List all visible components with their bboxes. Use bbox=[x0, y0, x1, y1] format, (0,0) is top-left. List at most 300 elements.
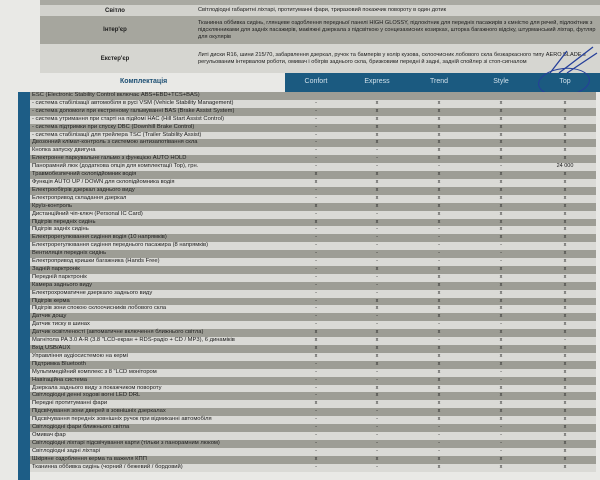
feature-label: Електрорегулювання сидіння переднього пасажира (8 напрямків) bbox=[32, 242, 209, 249]
feature-label: Задній парктронік bbox=[32, 265, 80, 272]
cell-confort: - bbox=[315, 155, 317, 162]
cell-confort: - bbox=[315, 226, 317, 233]
cell-top: 24 000 bbox=[556, 163, 574, 170]
feature-label: Передні протитуманні фари bbox=[32, 400, 108, 407]
cell-confort: - bbox=[315, 463, 317, 470]
cell-trend: x bbox=[437, 376, 441, 383]
table-row bbox=[30, 305, 596, 313]
cell-top: x bbox=[563, 408, 567, 415]
table-row bbox=[30, 424, 596, 432]
cell-style: - bbox=[500, 163, 502, 170]
cell-top: x bbox=[563, 392, 567, 399]
feature-label: Функція AUTO UP / DOWN для склопідйомника водія bbox=[32, 178, 175, 185]
feature-label: Підігрів зони спокою склоочисників лобового скла bbox=[32, 305, 167, 312]
feature-label: Круїз-контроль bbox=[32, 202, 73, 209]
feature-label: Електрохроматичне дзеркало заднього виду bbox=[32, 289, 153, 296]
cell-express: x bbox=[375, 305, 379, 312]
cell-confort: - bbox=[315, 147, 317, 154]
cell-confort: - bbox=[315, 107, 317, 114]
column-trend: Trend bbox=[429, 78, 449, 85]
feature-label: Підтримка Bluetooth bbox=[32, 360, 86, 367]
table-row bbox=[30, 139, 596, 147]
cell-confort: x bbox=[314, 202, 318, 209]
cell-top: x bbox=[563, 155, 567, 162]
pen-check-mark bbox=[545, 45, 600, 75]
cell-express: x bbox=[375, 400, 379, 407]
feature-label: Магнітола PA 3.0 A-R (3.8 "LCD-екран + RDS-радіо + CD / MP3), 6 динаміків bbox=[32, 337, 235, 344]
cell-confort: - bbox=[315, 439, 317, 446]
feature-label: Світлодіодні задні ліхтарі bbox=[32, 447, 101, 454]
cell-confort: - bbox=[315, 431, 317, 438]
cell-top: x bbox=[563, 139, 567, 146]
table-row bbox=[30, 124, 596, 132]
cell-top: x bbox=[563, 147, 567, 154]
cell-style: - bbox=[500, 424, 502, 431]
cell-style: - bbox=[500, 439, 502, 446]
trim-header-label: Комплектація bbox=[120, 78, 168, 85]
cell-top: x bbox=[563, 218, 567, 225]
cell-top: x bbox=[563, 281, 567, 288]
table-row bbox=[30, 163, 596, 171]
cell-top: x bbox=[563, 273, 567, 280]
table-row bbox=[30, 100, 596, 108]
table-row bbox=[30, 211, 596, 219]
cell-express: x bbox=[375, 202, 379, 209]
cell-trend: x bbox=[437, 345, 441, 351]
feature-label: Дистанційний чіп-ключ (Personal IC Card) bbox=[32, 210, 143, 217]
feature-label: Омивач фар bbox=[32, 431, 66, 438]
feature-label: Панорамний люк (додаткова опція для комплектації Top), грн. bbox=[32, 163, 199, 170]
cell-trend: - bbox=[438, 226, 440, 233]
cell-express: - bbox=[376, 313, 378, 320]
cell-top: x bbox=[563, 329, 567, 336]
cell-style: x bbox=[499, 202, 503, 209]
spec-text: Литі диски R16, шини 215/70, забарвлення дзеркал, ручок та бамперів у колір кузова, склоочисник лобового скла безкаркасного типу AERO BLADE з регульованим інтервалом роботи, омивач і обігрів заднього скла, бризковики передні й задні, задній спойлер зі стоп-сигналом bbox=[198, 51, 586, 65]
table-row bbox=[30, 337, 596, 345]
cell-style: x bbox=[499, 115, 503, 122]
cell-trend: x bbox=[437, 131, 441, 138]
cell-express: x bbox=[375, 337, 379, 344]
table-row bbox=[30, 361, 596, 369]
cell-style: x bbox=[499, 408, 503, 415]
cell-style: x bbox=[499, 345, 503, 351]
cell-confort: - bbox=[315, 297, 317, 304]
table-row bbox=[30, 432, 596, 440]
cell-express: - bbox=[376, 439, 378, 446]
spec-row-light bbox=[40, 5, 600, 16]
table-row bbox=[30, 282, 596, 290]
cell-style: x bbox=[499, 194, 503, 201]
table-row bbox=[30, 219, 596, 227]
cell-confort: - bbox=[315, 115, 317, 122]
spec-text: Тканинна оббивка сидінь, глянцеве оздоблення передньої панелі HIGH GLOSSY, підлокітник для передніх пасажирів з ємністю для речей, підлокітник з підсклянниками для задніх пасажирів, макіяжні дзеркала з підсвіткою у сонцезахисних козирках, шторка багажного відсіку, штурманський ліхтар, футляр для окулярів bbox=[198, 19, 596, 40]
cell-top: x bbox=[563, 352, 567, 359]
feature-label: Передній парктронік bbox=[32, 273, 87, 280]
cell-confort: x bbox=[314, 218, 318, 225]
feature-label: Управління аудіосистемою на кермі bbox=[32, 352, 128, 359]
cell-confort: x bbox=[314, 352, 318, 359]
feature-label: Травмобезпечний склопідйомник водія bbox=[32, 171, 137, 178]
cell-top: x bbox=[563, 424, 567, 431]
cell-top: x bbox=[563, 416, 567, 423]
feature-label: Підсвічування зони дверей в зовнішніх дзеркалах bbox=[32, 408, 166, 415]
cell-express: - bbox=[376, 447, 378, 454]
table-row bbox=[30, 408, 596, 416]
cell-style: - bbox=[500, 250, 502, 257]
cell-express: - bbox=[376, 258, 378, 265]
cell-top: x bbox=[563, 400, 567, 407]
table-row bbox=[30, 108, 596, 116]
cell-trend: x bbox=[437, 455, 441, 462]
table-row bbox=[30, 329, 596, 337]
cell-confort: - bbox=[315, 392, 317, 399]
table-row bbox=[30, 369, 596, 377]
cell-trend: x bbox=[437, 273, 441, 280]
spec-row-interior bbox=[40, 16, 600, 44]
feature-label: Світлодіодні ліхтарі підсвічування карти (тільки з панорамним люком) bbox=[32, 439, 220, 446]
feature-label: - система стабілізації для трейлера TSC (Trailer Stability Assist) bbox=[32, 131, 202, 138]
cell-confort: - bbox=[315, 305, 317, 312]
cell-top: x bbox=[563, 202, 567, 209]
cell-express: - bbox=[376, 368, 378, 375]
cell-express: - bbox=[376, 281, 378, 288]
cell-confort: - bbox=[315, 273, 317, 280]
cell-confort: - bbox=[315, 424, 317, 431]
cell-confort: - bbox=[315, 376, 317, 383]
cell-style: x bbox=[499, 210, 503, 217]
cell-confort: - bbox=[315, 131, 317, 138]
cell-style: x bbox=[499, 297, 503, 304]
cell-express: x bbox=[375, 218, 379, 225]
cell-trend: - bbox=[438, 447, 440, 454]
cell-trend: x bbox=[437, 360, 441, 367]
table-row bbox=[30, 298, 596, 306]
cell-trend: - bbox=[438, 321, 440, 328]
cell-style: x bbox=[499, 131, 503, 138]
cell-style: x bbox=[499, 107, 503, 114]
table-row bbox=[30, 345, 596, 353]
cell-top: x bbox=[563, 171, 567, 178]
cell-style: x bbox=[499, 171, 503, 178]
feature-label: Вхід USB/AUX bbox=[32, 345, 71, 351]
cell-express: - bbox=[376, 416, 378, 423]
cell-top: x bbox=[563, 297, 567, 304]
cell-style: x bbox=[499, 226, 503, 233]
feature-label: Електрообігрів дзеркал заднього виду bbox=[32, 186, 135, 193]
cell-trend: x bbox=[437, 265, 441, 272]
cell-top: x bbox=[563, 242, 567, 249]
cell-confort: - bbox=[315, 123, 317, 130]
cell-top: x bbox=[563, 289, 567, 296]
cell-style: - bbox=[500, 321, 502, 328]
cell-confort: x bbox=[314, 171, 318, 178]
cell-express: - bbox=[376, 234, 378, 241]
cell-style: x bbox=[499, 123, 503, 130]
cell-trend: - bbox=[438, 337, 440, 344]
cell-express: - bbox=[376, 147, 378, 154]
feature-label: Дзеркала заднього виду з покажчиком повороту bbox=[32, 384, 162, 391]
table-row bbox=[30, 440, 596, 448]
table-row bbox=[30, 203, 596, 211]
column-top: Top bbox=[559, 78, 571, 85]
cell-style: x bbox=[499, 99, 503, 106]
cell-confort: - bbox=[315, 313, 317, 320]
cell-style: x bbox=[499, 186, 503, 193]
feature-label: Тканинна оббивка сидінь (чорний / бежевий / бордовий) bbox=[32, 463, 183, 470]
cell-style: - bbox=[500, 376, 502, 383]
cell-top: x bbox=[563, 463, 567, 470]
cell-trend: x bbox=[437, 368, 441, 375]
cell-trend: x bbox=[437, 99, 441, 106]
cell-style: x bbox=[499, 463, 503, 470]
cell-express: x bbox=[375, 360, 379, 367]
cell-top: x bbox=[563, 360, 567, 367]
cell-express: x bbox=[375, 139, 379, 146]
cell-top: x bbox=[563, 226, 567, 233]
cell-confort: - bbox=[315, 250, 317, 257]
cell-confort: - bbox=[315, 368, 317, 375]
cell-confort: - bbox=[315, 289, 317, 296]
cell-express: x bbox=[375, 99, 379, 106]
cell-style: x bbox=[499, 400, 503, 407]
cell-express: - bbox=[376, 289, 378, 296]
cell-style: x bbox=[499, 289, 503, 296]
feature-label: - система підтримки при спуску DBC (Downhill Brake Control) bbox=[32, 123, 195, 130]
cell-confort: - bbox=[315, 321, 317, 328]
cell-trend: x bbox=[437, 289, 441, 296]
cell-style: x bbox=[499, 384, 503, 391]
cell-trend: - bbox=[438, 163, 440, 170]
feature-label: - система допомоги при екстреному гальмуванні BAS (Brake Assist System) bbox=[32, 107, 235, 114]
cell-style: - bbox=[500, 258, 502, 265]
table-row bbox=[30, 226, 596, 234]
cell-top: x bbox=[563, 107, 567, 114]
cell-confort: - bbox=[315, 360, 317, 367]
cell-style: - bbox=[500, 368, 502, 375]
cell-top: x bbox=[563, 447, 567, 454]
feature-label: - система стабілізації автомобіля в русі VSM (Vehicle Stability Management) bbox=[32, 99, 234, 106]
cell-express: - bbox=[376, 210, 378, 217]
table-row bbox=[30, 234, 596, 242]
table-row bbox=[30, 321, 596, 329]
cell-confort: - bbox=[315, 242, 317, 249]
cell-style: x bbox=[499, 337, 503, 344]
feature-label: Датчик дощу bbox=[32, 313, 67, 320]
cell-express: x bbox=[375, 178, 379, 185]
feature-label: Шкіряне оздоблення керма та важеля КПП bbox=[32, 455, 147, 462]
cell-express: x bbox=[375, 115, 379, 122]
cell-top: x bbox=[563, 250, 567, 257]
cell-style: x bbox=[499, 155, 503, 162]
table-row bbox=[30, 171, 596, 179]
cell-express: x bbox=[375, 329, 379, 336]
cell-style: x bbox=[499, 305, 503, 312]
cell-express: - bbox=[376, 321, 378, 328]
cell-trend: - bbox=[438, 439, 440, 446]
feature-label: Камера заднього виду bbox=[32, 281, 92, 288]
table-row bbox=[30, 416, 596, 424]
spec-label: Екстер'єр bbox=[100, 55, 130, 62]
table-row bbox=[30, 456, 596, 464]
table-row bbox=[30, 392, 596, 400]
cell-trend: x bbox=[437, 329, 441, 336]
features-table bbox=[30, 92, 596, 472]
cell-top: x bbox=[563, 258, 567, 265]
cell-confort: - bbox=[315, 384, 317, 391]
cell-trend: x bbox=[437, 210, 441, 217]
cell-trend: - bbox=[438, 234, 440, 241]
cell-trend: x bbox=[437, 194, 441, 201]
feature-label: Підігрів передніх сидінь bbox=[32, 218, 96, 225]
cell-style: - bbox=[500, 447, 502, 454]
cell-trend: x bbox=[437, 178, 441, 185]
table-row bbox=[30, 290, 596, 298]
table-row bbox=[30, 147, 596, 155]
cell-top: x bbox=[563, 194, 567, 201]
cell-style: x bbox=[499, 352, 503, 359]
cell-top: x bbox=[563, 186, 567, 193]
cell-style: x bbox=[499, 392, 503, 399]
cell-style: x bbox=[499, 455, 503, 462]
spec-label: Світло bbox=[105, 7, 125, 14]
table-row bbox=[30, 353, 596, 361]
feature-label: - система утримання при старті на підйомі HAC (Hill Start Assist Control) bbox=[32, 115, 225, 122]
table-row bbox=[30, 250, 596, 258]
table-row bbox=[30, 464, 596, 472]
table-row bbox=[30, 116, 596, 124]
cell-trend: - bbox=[438, 258, 440, 265]
cell-trend: x bbox=[437, 313, 441, 320]
cell-top: x bbox=[563, 210, 567, 217]
table-row bbox=[30, 155, 596, 163]
cell-confort: - bbox=[315, 281, 317, 288]
cell-confort: - bbox=[315, 194, 317, 201]
cell-confort: - bbox=[315, 447, 317, 454]
table-row bbox=[30, 187, 596, 195]
cell-style: x bbox=[499, 313, 503, 320]
cell-style: x bbox=[499, 273, 503, 280]
cell-express: x bbox=[375, 392, 379, 399]
category-strip bbox=[18, 92, 30, 480]
cell-trend: x bbox=[437, 115, 441, 122]
cell-trend: x bbox=[437, 107, 441, 114]
feature-label: Вентиляція передніх сидінь bbox=[32, 250, 107, 257]
feature-label: Датчик тиску в шинах bbox=[32, 321, 90, 328]
cell-trend: x bbox=[437, 392, 441, 399]
feature-label: ESC (Electronic Stability Control включає ABS+EBD+TCS+BAS) bbox=[32, 92, 200, 98]
cell-express: - bbox=[376, 242, 378, 249]
feature-label: Двозонний клімат-контроль з системою антизапотівання скла bbox=[32, 139, 198, 146]
cell-trend: x bbox=[437, 202, 441, 209]
cell-top: x bbox=[563, 178, 567, 185]
cell-confort: x bbox=[314, 329, 318, 336]
cell-trend: x bbox=[437, 416, 441, 423]
cell-express: - bbox=[376, 376, 378, 383]
cell-top: x bbox=[563, 115, 567, 122]
cell-top: x bbox=[563, 376, 567, 383]
cell-trend: - bbox=[438, 431, 440, 438]
cell-top: x bbox=[563, 265, 567, 272]
cell-express: - bbox=[376, 424, 378, 431]
cell-trend: - bbox=[438, 250, 440, 257]
cell-confort: - bbox=[315, 265, 317, 272]
table-row bbox=[30, 258, 596, 266]
cell-trend: - bbox=[438, 242, 440, 249]
table-row bbox=[30, 385, 596, 393]
table-row bbox=[30, 377, 596, 385]
cell-trend: x bbox=[437, 408, 441, 415]
cell-trend: x bbox=[437, 463, 441, 470]
cell-confort: x bbox=[314, 455, 318, 462]
feature-label: Електропривод складання дзеркал bbox=[32, 194, 127, 201]
cell-confort: - bbox=[315, 258, 317, 265]
feature-label: Навігаційна система bbox=[32, 376, 87, 383]
cell-confort: - bbox=[315, 139, 317, 146]
cell-style: - bbox=[500, 242, 502, 249]
table-row bbox=[30, 195, 596, 203]
feature-label: Підігрів керма bbox=[32, 297, 70, 304]
cell-express: x bbox=[375, 123, 379, 130]
cell-trend: x bbox=[437, 352, 441, 359]
feature-label: Датчик освітленості (автоматичне включення ближнього світла) bbox=[32, 329, 204, 336]
cell-confort: x bbox=[314, 400, 318, 407]
cell-confort: x bbox=[314, 178, 318, 185]
cell-trend: x bbox=[437, 384, 441, 391]
cell-top: x bbox=[563, 439, 567, 446]
cell-top: x bbox=[563, 345, 567, 351]
cell-confort: - bbox=[315, 234, 317, 241]
cell-confort: x bbox=[314, 337, 318, 344]
cell-top: x bbox=[563, 305, 567, 312]
cell-top: x bbox=[563, 234, 567, 241]
cell-top: x bbox=[563, 455, 567, 462]
cell-express: x bbox=[375, 186, 379, 193]
cell-trend: x bbox=[437, 155, 441, 162]
cell-express: - bbox=[376, 155, 378, 162]
feature-label: Світлодіодні фари ближнього світла bbox=[32, 424, 130, 431]
feature-label: Мультимедійний комплекс з 8 "LCD монітором bbox=[32, 368, 157, 375]
table-row bbox=[30, 242, 596, 250]
cell-express: x bbox=[375, 352, 379, 359]
cell-express: x bbox=[375, 345, 379, 351]
cell-style: x bbox=[499, 234, 503, 241]
column-style: Style bbox=[493, 78, 509, 85]
cell-trend: x bbox=[437, 186, 441, 193]
cell-express: - bbox=[376, 226, 378, 233]
cell-top: x bbox=[563, 431, 567, 438]
cell-trend: x bbox=[437, 147, 441, 154]
table-row bbox=[30, 266, 596, 274]
cell-express: - bbox=[376, 163, 378, 170]
cell-confort: - bbox=[315, 99, 317, 106]
cell-top: x bbox=[563, 313, 567, 320]
table-row bbox=[30, 179, 596, 187]
feature-label: Кнопка запуску двигуна bbox=[32, 147, 96, 154]
cell-style: x bbox=[499, 329, 503, 336]
feature-label: Електронне паркувальне гальмо з функцією AUTO HOLD bbox=[32, 155, 187, 162]
cell-style: x bbox=[499, 178, 503, 185]
cell-style: - bbox=[500, 431, 502, 438]
cell-express: x bbox=[375, 384, 379, 391]
feature-label: Світлодіодні денні ходові вогні LED DRL bbox=[32, 392, 141, 399]
cell-confort: - bbox=[315, 416, 317, 423]
feature-label: Електрорегулювання сидіння водія (10 напрямків) bbox=[32, 234, 167, 241]
cell-confort: - bbox=[315, 163, 317, 170]
cell-express: x bbox=[375, 171, 379, 178]
cell-confort: - bbox=[315, 186, 317, 193]
spec-text: Світлодіодні габаритні ліхтарі, протитуманні фари, триразовий покажчик повороту в один дотик bbox=[198, 7, 447, 13]
cell-trend: - bbox=[438, 424, 440, 431]
